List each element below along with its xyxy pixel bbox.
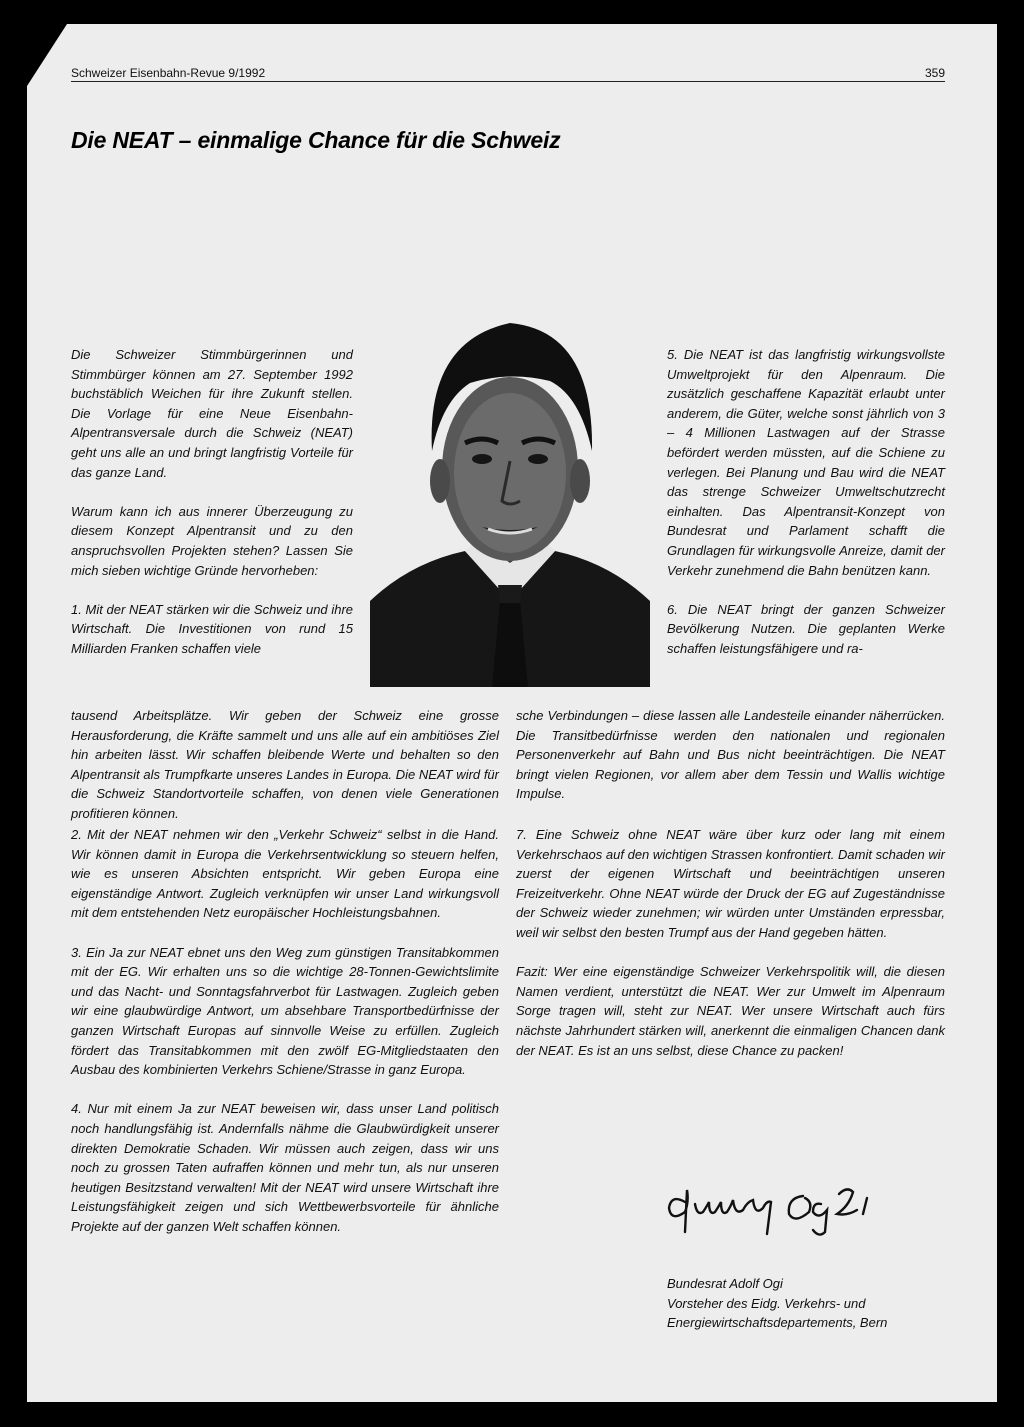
- point-1-text: tausend Arbeitsplätze. Wir geben der Schweiz eine grosse Herausforderung, die Kräfte sammelt und uns alle auf ein ambitiöses Ziel hin arbeiten lässt. Wir schaffen bleibende Werte und behalten so den Alpentransit als Trumpfkarte unseres Landes in Europa. Die NEAT wird für die Schweiz Standortvorteile schaffen, von denen viele Generationen profitieren können.: [71, 708, 499, 821]
- point-1-start: 1. Mit der NEAT stärken wir die Schweiz und ihre Wirtschaft. Die Investitionen von rund 15 Milliarden Franken schaffen viele: [71, 601, 353, 656]
- signer-role: Vorsteher des Eidg. Verkehrs- und: [667, 1295, 866, 1311]
- right-column-lower: [516, 825, 945, 1080]
- document-page: [27, 24, 997, 1402]
- point-4: 4. Nur mit einem Ja zur NEAT beweisen wir, dass unser Land politisch noch handlungsfähig ist. Andernfalls nähme die Glaubwürdigkeit unserer direkten Demokratie Schaden. Wir müssen auch zeigen, dass wir uns noch zu grossen Taten aufraffen können und mehr tun, als nur unseren heutigen Besitzstand verwalten! Mit der NEAT wird unsere Wirtschaft ihre Leistungsfähigkeit zeigen und sich Wettbewerbsvorteile für ähnliche Projekte auf der ganzen Welt schaffen können.: [71, 1101, 499, 1234]
- signer-name: Bundesrat Adolf Ogi: [667, 1276, 783, 1291]
- torn-corner: [27, 24, 67, 86]
- handwritten-signature: [663, 1172, 913, 1242]
- page-number: 359: [924, 66, 945, 80]
- intro-paragraph: Warum kann ich aus innerer Überzeugung zu diesem Konzept Alpentransit und zu den anspruchsvollen Projekten stehen? Lassen Sie mich sieben wichtige Gründe hervorheben:: [71, 503, 353, 578]
- point-1-continued: [71, 706, 499, 843]
- point-5: 5. Die NEAT ist das langfristig wirkungsvollste Umweltprojekt für den Alpenraum. Die zusätzlich geschaffene Kapazität erlaubt unter anderem, die Güter, welche sonst jährlich von 3 – 4 Millionen Lastwagen auf der Strasse befördert werden müssten, auf die Schiene zu verlegen. Bei Planung und Bau wird die NEAT das strenge Schweizer Umweltschutzrecht einhalten. Das Alpentransit-Konzept von Bundesrat und Parlament schafft die Grundlagen für wirkungsvolle Anreize, damit der Verkehr zunehmend die Bahn benützen kann.: [667, 347, 945, 578]
- point-6-start: 6. Die NEAT bringt der ganzen Schweizer Bevölkerung Nutzen. Die geplanten Werke schaffen leistungsfähigere und ra-: [667, 601, 945, 656]
- left-column-lower: [71, 825, 499, 1256]
- article-title: Die NEAT – einmalige Chance für die Schweiz: [71, 127, 561, 153]
- running-header: [71, 66, 945, 80]
- portrait-photo: [370, 301, 650, 687]
- point-6-text: sche Verbindungen – diese lassen alle Landesteile einander näherrücken. Die Transitbedürfnisse werden den nationalen und regionalen Personenverkehr auf Bahn und Bus nicht beeinträchtigen. Die NEAT bringt vielen Regionen, vor allem aber dem Tessin und Wallis wichtige Impulse.: [516, 708, 945, 802]
- point-2: 2. Mit der NEAT nehmen wir den „Verkehr Schweiz“ selbst in die Hand. Wir können damit in Europa die Verkehrsentwicklung so steuern helfen, wie es unseren Absichten entspricht. Wir geben Europa eine eigenständige Antwort. Zugleich verknüpfen wir unser Land wirkungsvoll mit dem entstehenden Netz europäischer Hochleistungsbahnen.: [71, 827, 499, 921]
- signer-department: Energiewirtschaftsdepartements, Bern: [667, 1315, 888, 1331]
- header-rule: [71, 81, 945, 82]
- point-6-continued: [516, 706, 945, 824]
- point-3: 3. Ein Ja zur NEAT ebnet uns den Weg zum günstigen Transitabkommen mit der EG. Wir erhalten uns so die wichtige 28-Tonnen-Gewichtslimite und das Nacht- und Sonntagsfahrverbot für Lastwagen. Zugleich geben wir eine glaubwürdige Antwort, um absehbare Transportbedürfnisse der ganzen Wirtschaft Europas auf sinnvolle Weise zu erfüllen. Zugleich fördert das Transitabkommen mit den zwölf EG-Mitgliedstaaten den Ausbau des kombinierten Verkehrs Schiene/Strasse in ganz Europa.: [71, 944, 499, 1078]
- conclusion: Fazit: Wer eine eigenständige Schweizer Verkehrspolitik will, die diesen Namen verdient, unterstützt die NEAT. Wer zur Umwelt im Alpenraum Sorge tragen will, steht zur NEAT. Wer unsere Wirtschaft auch fürs nächste Jahrhundert stärken will, anerkennt die einmaligen Chancen dank der NEAT. Es ist an uns selbst, diese Chance zu packen!: [516, 964, 945, 1058]
- point-7: 7. Eine Schweiz ohne NEAT wäre über kurz oder lang mit einem Verkehrschaos auf den wichtigen Strassen konfrontiert. Damit schaden wir zuerst der eigenen Wirtschaft und beeinträchtigen unseren Freizeitverkehr. Ohne NEAT würde der Druck der EG auf Zugeständnisse der Schweiz wieder zunehmen; wir würden unter Umständen erpressbar, weil wir selbst den besten Trumpf aus der Hand gegeben hätten.: [516, 827, 945, 940]
- right-column-top: [667, 345, 945, 678]
- intro-paragraph: Die Schweizer Stimmbürgerinnen und Stimmbürger können am 27. September 1992 buchstäblich Weichen für ihre Zukunft stellen. Die Vorlage für eine Neue Eisenbahn-Alpentransversale durch die Schweiz (NEAT) geht uns alle an und bringt langfristig Vorteile für das ganze Land.: [71, 347, 353, 480]
- signature-block: [667, 1274, 967, 1333]
- journal-name: Schweizer Eisenbahn-Revue 9/1992: [71, 66, 266, 80]
- intro-column: [71, 345, 353, 678]
